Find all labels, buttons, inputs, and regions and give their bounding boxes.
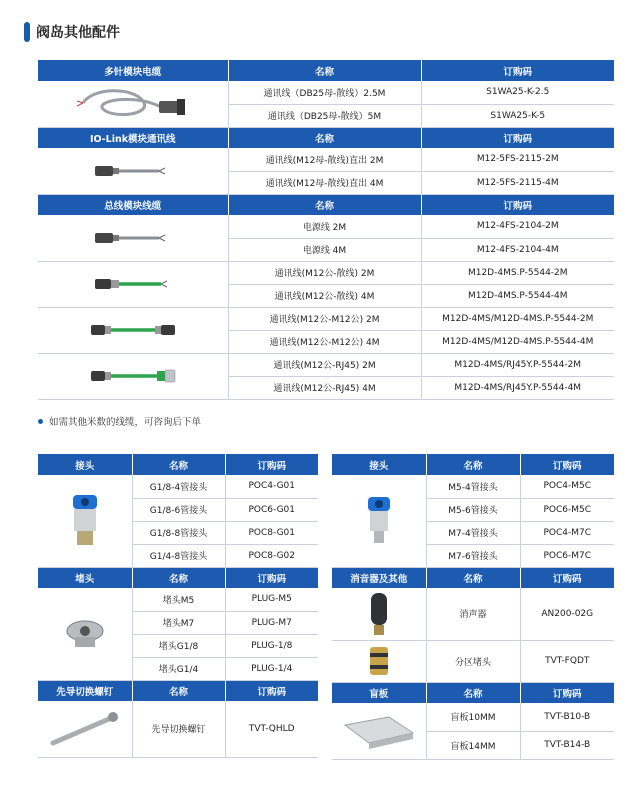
m-fitting-image <box>332 475 426 567</box>
cell-code: M12D-4MS/M12D-4MS.P-5544-4M <box>421 330 614 353</box>
col-code-header: 订购码 <box>225 567 318 588</box>
col-name-header: 名称 <box>228 60 421 81</box>
table-row <box>38 148 614 171</box>
cell-code: M12-4FS-2104-2M <box>421 215 614 238</box>
m12-female-cable-icon <box>73 161 193 181</box>
cell-code: POC8-G01 <box>225 521 318 544</box>
table-row <box>332 588 614 640</box>
cell-code: TVT-B10-B <box>520 703 614 731</box>
plug-icon <box>63 617 107 651</box>
cell-code: POC6-M5C <box>520 498 614 521</box>
table-header-row <box>38 680 318 701</box>
table-row <box>38 261 614 284</box>
cell-code: PLUG-1/8 <box>225 634 318 657</box>
g-fitting-image <box>38 475 132 567</box>
cell-code: POC4-M5C <box>520 475 614 498</box>
pilot-screw-image <box>38 701 132 757</box>
cell-name: M7-4管接头 <box>426 521 520 544</box>
right-accessories-table <box>332 454 614 760</box>
table-header-row <box>332 567 614 588</box>
table-row <box>38 307 614 330</box>
col-code-header: 订购码 <box>520 567 614 588</box>
table-header-row <box>38 454 318 475</box>
cell-name: G1/8-4管接头 <box>132 475 225 498</box>
table-row <box>38 81 614 104</box>
group-header: 接头 <box>332 454 426 475</box>
cell-name: 通讯线(M12公-散线) 2M <box>228 261 421 284</box>
group-header: 总线模块线缆 <box>38 194 228 215</box>
cell-code: POC6-G01 <box>225 498 318 521</box>
group-header: 盲板 <box>332 682 426 703</box>
m12-female-cable-image <box>38 148 228 194</box>
cell-code: TVT-B14-B <box>520 731 614 759</box>
group-header: 先导切换螺钉 <box>38 680 132 701</box>
cell-code: M12-5FS-2115-2M <box>421 148 614 171</box>
col-code-header: 订购码 <box>225 454 318 475</box>
cell-name: G1/8-6管接头 <box>132 498 225 521</box>
blank-plate-icon <box>339 711 419 751</box>
cell-name: 通讯线(M12公-RJ45) 4M <box>228 376 421 399</box>
cell-name: 堵头G1/8 <box>132 634 225 657</box>
col-name-header: 名称 <box>426 454 520 475</box>
m12-male-green-cable-icon <box>73 274 193 294</box>
footnote-text: 如需其他米数的线缆，可咨询后下单 <box>49 417 202 428</box>
db25-cable-image <box>38 81 228 127</box>
cell-name: 消声器 <box>426 588 520 640</box>
cell-name: 分区堵头 <box>426 640 520 682</box>
table-row <box>38 215 614 238</box>
cell-name: 电源线 4M <box>228 238 421 261</box>
col-code-header: 订购码 <box>421 60 614 81</box>
table-header-row <box>38 60 614 81</box>
cell-code: PLUG-1/4 <box>225 657 318 680</box>
col-name-header: 名称 <box>132 454 225 475</box>
cell-name: 堵头M7 <box>132 611 225 634</box>
group-header: 接头 <box>38 454 132 475</box>
footnote <box>38 414 201 428</box>
col-name-header: 名称 <box>132 567 225 588</box>
left-accessories-table <box>38 454 318 758</box>
zone-plug-icon <box>364 643 394 679</box>
cell-name: 通讯线(M12公-散线) 4M <box>228 284 421 307</box>
table-header-row <box>332 454 614 475</box>
cell-name: G1/8-8管接头 <box>132 521 225 544</box>
cable-table <box>38 60 614 400</box>
table-row <box>38 701 318 757</box>
cell-code: M12D-4MS/M12D-4MS.P-5544-2M <box>421 307 614 330</box>
table-row <box>38 475 318 498</box>
cell-name: 先导切换螺钉 <box>132 701 225 757</box>
m12-rj45-cable-image <box>38 353 228 399</box>
cell-code: M12D-4MS/RJ45Y.P-5544-4M <box>421 376 614 399</box>
zone-plug-image <box>332 640 426 682</box>
cell-name: 盲板10MM <box>426 703 520 731</box>
col-name-header: 名称 <box>426 567 520 588</box>
cell-name: 盲板14MM <box>426 731 520 759</box>
cell-code: AN200-02G <box>520 588 614 640</box>
cell-code: TVT-QHLD <box>225 701 318 757</box>
col-code-header: 订购码 <box>520 454 614 475</box>
cell-name: 电源线 2M <box>228 215 421 238</box>
cell-code: PLUG-M5 <box>225 588 318 611</box>
cell-code: POC4-G01 <box>225 475 318 498</box>
table-header-row <box>38 194 614 215</box>
page-title-bar <box>24 20 120 44</box>
group-header: IO-Link模块通讯线 <box>38 127 228 148</box>
col-name-header: 名称 <box>228 127 421 148</box>
cell-name: M5-4管接头 <box>426 475 520 498</box>
page-title: 阀岛其他配件 <box>36 25 120 41</box>
bullet-icon <box>38 419 43 424</box>
cell-name: 堵头M5 <box>132 588 225 611</box>
cell-name: M7-6管接头 <box>426 544 520 567</box>
cell-name: 通讯线(M12公-M12公) 2M <box>228 307 421 330</box>
cell-code: M12D-4MS.P-5544-4M <box>421 284 614 307</box>
cell-name: M5-6管接头 <box>426 498 520 521</box>
cell-code: TVT-FQDT <box>520 640 614 682</box>
cell-name: 通讯线（DB25母-散线）2.5M <box>228 81 421 104</box>
m12-to-rj45-cable-icon <box>73 366 193 386</box>
col-code-header: 订购码 <box>520 682 614 703</box>
table-row <box>38 588 318 611</box>
cell-name: 通讯线(M12母-散线)直出 2M <box>228 148 421 171</box>
cell-code: M12D-4MS.P-5544-2M <box>421 261 614 284</box>
muffler-icon <box>364 591 394 637</box>
cell-name: 通讯线（DB25母-散线）5M <box>228 104 421 127</box>
cell-code: M12-4FS-2104-4M <box>421 238 614 261</box>
cell-code: S1WA25-K-2.5 <box>421 81 614 104</box>
blank-plate-image <box>332 703 426 759</box>
m12-male-cable-image <box>38 261 228 307</box>
cell-code: POC8-G02 <box>225 544 318 567</box>
cell-code: M12D-4MS/RJ45Y.P-5544-2M <box>421 353 614 376</box>
table-header-row <box>332 682 614 703</box>
col-code-header: 订购码 <box>421 127 614 148</box>
plug-image <box>38 588 132 680</box>
group-header: 堵头 <box>38 567 132 588</box>
push-fitting-icon <box>361 493 397 549</box>
db25-cable-icon <box>73 85 193 123</box>
col-name-header: 名称 <box>426 682 520 703</box>
m12-m12-cable-image <box>38 307 228 353</box>
cell-code: M12-5FS-2115-4M <box>421 171 614 194</box>
cell-name: G1/4-8管接头 <box>132 544 225 567</box>
title-accent-bar <box>24 22 30 42</box>
group-header: 多针模块电缆 <box>38 60 228 81</box>
cell-name: 通讯线(M12母-散线)直出 4M <box>228 171 421 194</box>
table-row <box>38 353 614 376</box>
cell-code: POC6-M7C <box>520 544 614 567</box>
cell-code: S1WA25-K-5 <box>421 104 614 127</box>
push-fitting-icon <box>65 493 105 549</box>
table-row <box>332 703 614 731</box>
cell-name: 通讯线(M12公-M12公) 4M <box>228 330 421 353</box>
cell-code: PLUG-M7 <box>225 611 318 634</box>
power-cable-image <box>38 215 228 261</box>
table-row <box>332 475 614 498</box>
table-row <box>332 640 614 682</box>
muffler-image <box>332 588 426 640</box>
m12-to-m12-cable-icon <box>73 320 193 340</box>
cell-name: 堵头G1/4 <box>132 657 225 680</box>
group-header: 消音器及其他 <box>332 567 426 588</box>
cell-name: 通讯线(M12公-RJ45) 2M <box>228 353 421 376</box>
col-code-header: 订购码 <box>225 680 318 701</box>
table-header-row <box>38 567 318 588</box>
power-cable-icon <box>73 228 193 248</box>
pilot-screw-icon <box>45 709 125 749</box>
col-code-header: 订购码 <box>421 194 614 215</box>
table-header-row <box>38 127 614 148</box>
cell-code: POC4-M7C <box>520 521 614 544</box>
col-name-header: 名称 <box>228 194 421 215</box>
col-name-header: 名称 <box>132 680 225 701</box>
